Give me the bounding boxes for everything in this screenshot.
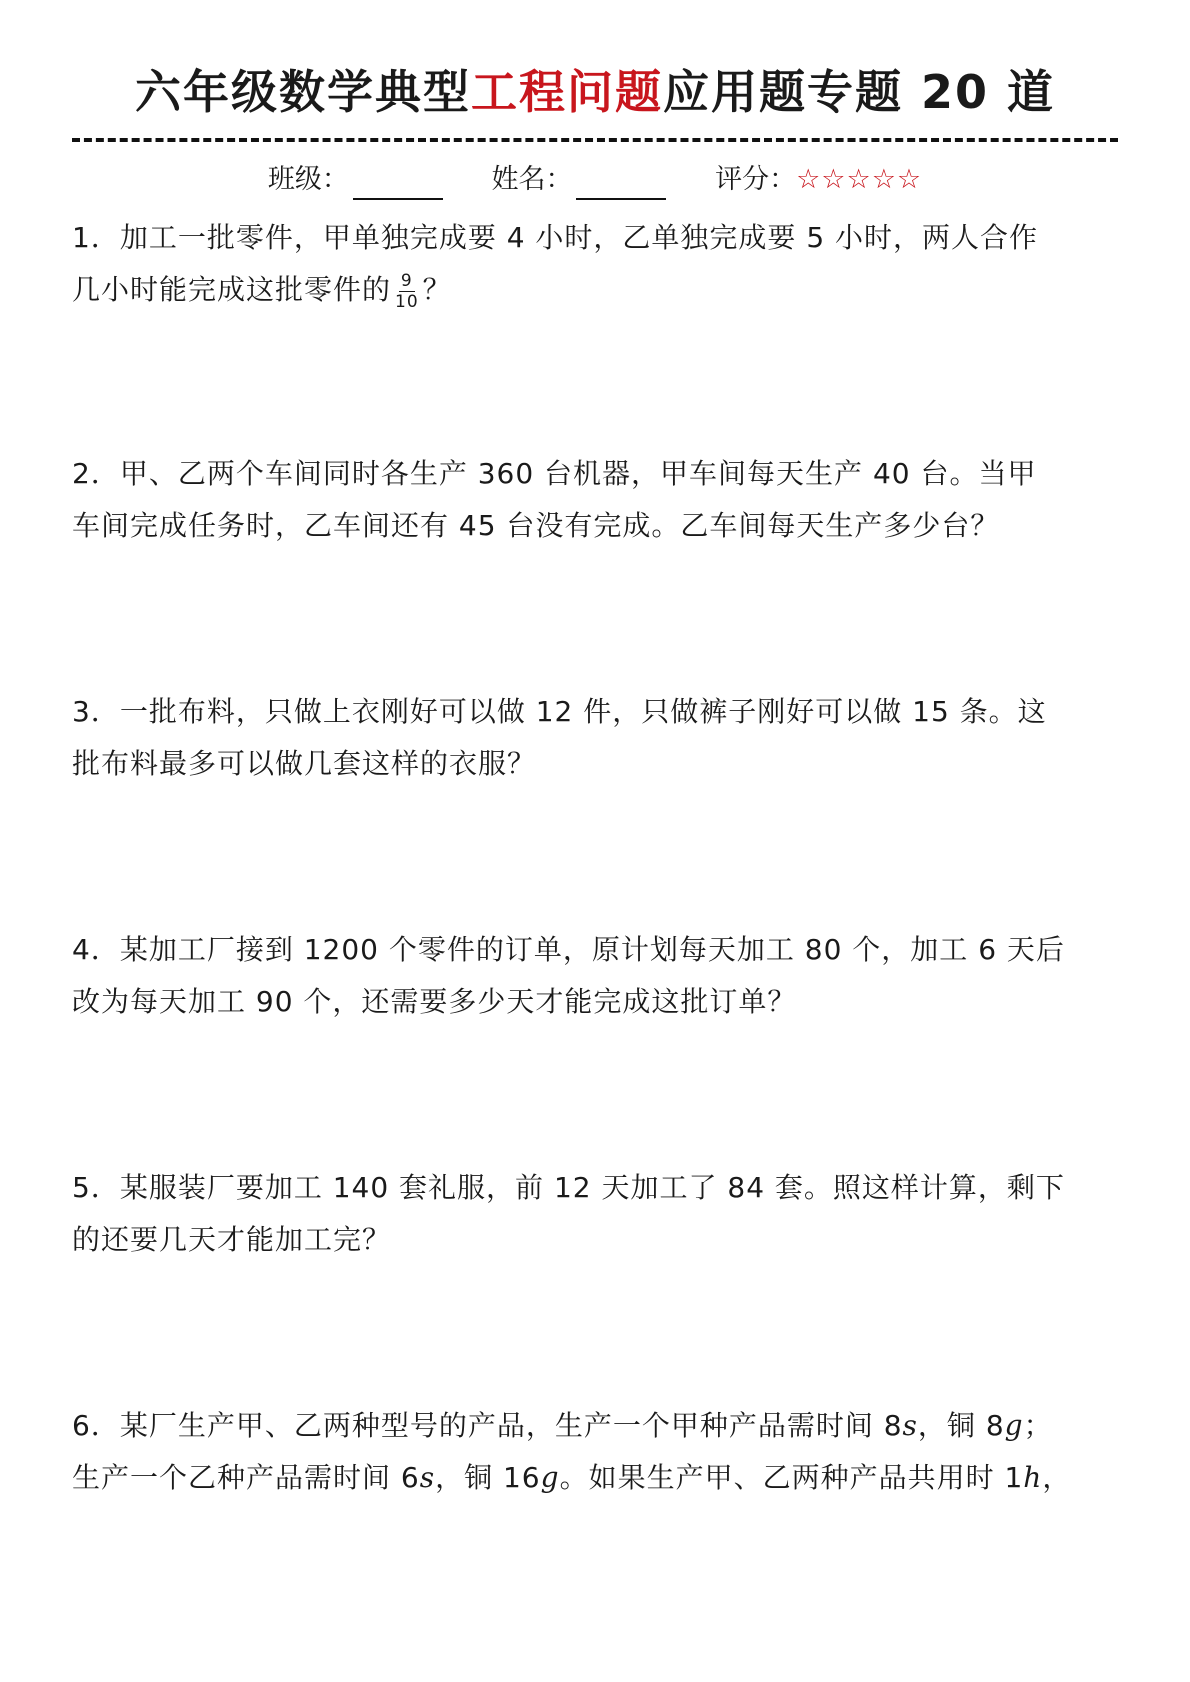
question-1 <box>72 212 1122 316</box>
class-label: 班级： <box>267 164 349 195</box>
question-1-text: 几小时能完成这批零件的 <box>72 273 392 306</box>
question-5-line-1: 5．某服装厂要加工 140 套礼服，前 12 天加工了 84 套。照这样计算，剩下 <box>72 1171 1065 1204</box>
fraction-denominator: 10 <box>395 291 419 312</box>
question-1-end: ？ <box>422 273 452 306</box>
page-title <box>0 62 1190 122</box>
q6-text: ，铜 8 <box>917 1409 1005 1442</box>
unit-grams: g <box>540 1461 560 1494</box>
question-3-line-2: 批布料最多可以做几套这样的衣服？ <box>72 747 537 780</box>
name-label: 姓名： <box>491 164 573 195</box>
unit-grams: g <box>1004 1409 1024 1442</box>
question-3 <box>72 686 1122 790</box>
title-highlight: 工程问题 <box>470 65 663 119</box>
question-6-line-1 <box>72 1400 1122 1452</box>
class-field <box>268 160 443 200</box>
dashed-divider <box>72 138 1118 142</box>
question-3-line-1: 3．一批布料，只做上衣刚好可以做 12 件，只做裤子刚好可以做 15 条。这 <box>72 695 1047 728</box>
q6-text: 生产一个乙种产品需时间 6 <box>72 1461 420 1494</box>
question-4 <box>72 924 1122 1028</box>
student-info-row <box>0 160 1190 200</box>
question-2-line-1: 2．甲、乙两个车间同时各生产 360 台机器，甲车间每天生产 40 台。当甲 <box>72 457 1037 490</box>
name-blank[interactable] <box>576 170 666 200</box>
q6-text: ，铜 16 <box>435 1461 541 1494</box>
question-1-line-2 <box>72 264 1122 316</box>
question-4-line-2: 改为每天加工 90 个，还需要多少天才能完成这批订单？ <box>72 985 797 1018</box>
fraction <box>393 271 421 312</box>
unit-seconds: s <box>902 1409 918 1442</box>
question-2 <box>72 448 1122 552</box>
question-5 <box>72 1162 1122 1266</box>
score-field <box>715 160 922 200</box>
q6-text: ， <box>1042 1461 1072 1494</box>
q6-text: ； <box>1023 1409 1053 1442</box>
question-4-line-1: 4．某加工厂接到 1200 个零件的订单，原计划每天加工 80 个，加工 6 天后 <box>72 933 1065 966</box>
question-6-line-2 <box>72 1452 1122 1504</box>
unit-seconds: s <box>419 1461 436 1494</box>
title-suffix: 应用题专题 20 道 <box>662 65 1056 119</box>
score-stars: ☆☆☆☆☆ <box>796 164 923 195</box>
question-2-line-2: 车间完成任务时，乙车间还有 45 台没有完成。乙车间每天生产多少台？ <box>72 509 1000 542</box>
class-blank[interactable] <box>353 170 443 200</box>
question-6 <box>72 1400 1122 1504</box>
question-5-line-2: 的还要几天才能加工完？ <box>72 1223 392 1256</box>
name-field <box>491 160 666 200</box>
question-1-line-1: 1．加工一批零件，甲单独完成要 4 小时，乙单独完成要 5 小时，两人合作 <box>72 221 1039 254</box>
unit-hours: h <box>1023 1461 1043 1494</box>
q6-text: 。如果生产甲、乙两种产品共用时 1 <box>559 1461 1024 1494</box>
score-label: 评分： <box>715 164 797 195</box>
fraction-numerator: 9 <box>400 270 413 291</box>
title-prefix: 六年级数学典型 <box>134 65 471 119</box>
q6-text: 6．某厂生产甲、乙两种型号的产品，生产一个甲种产品需时间 8 <box>72 1409 903 1442</box>
